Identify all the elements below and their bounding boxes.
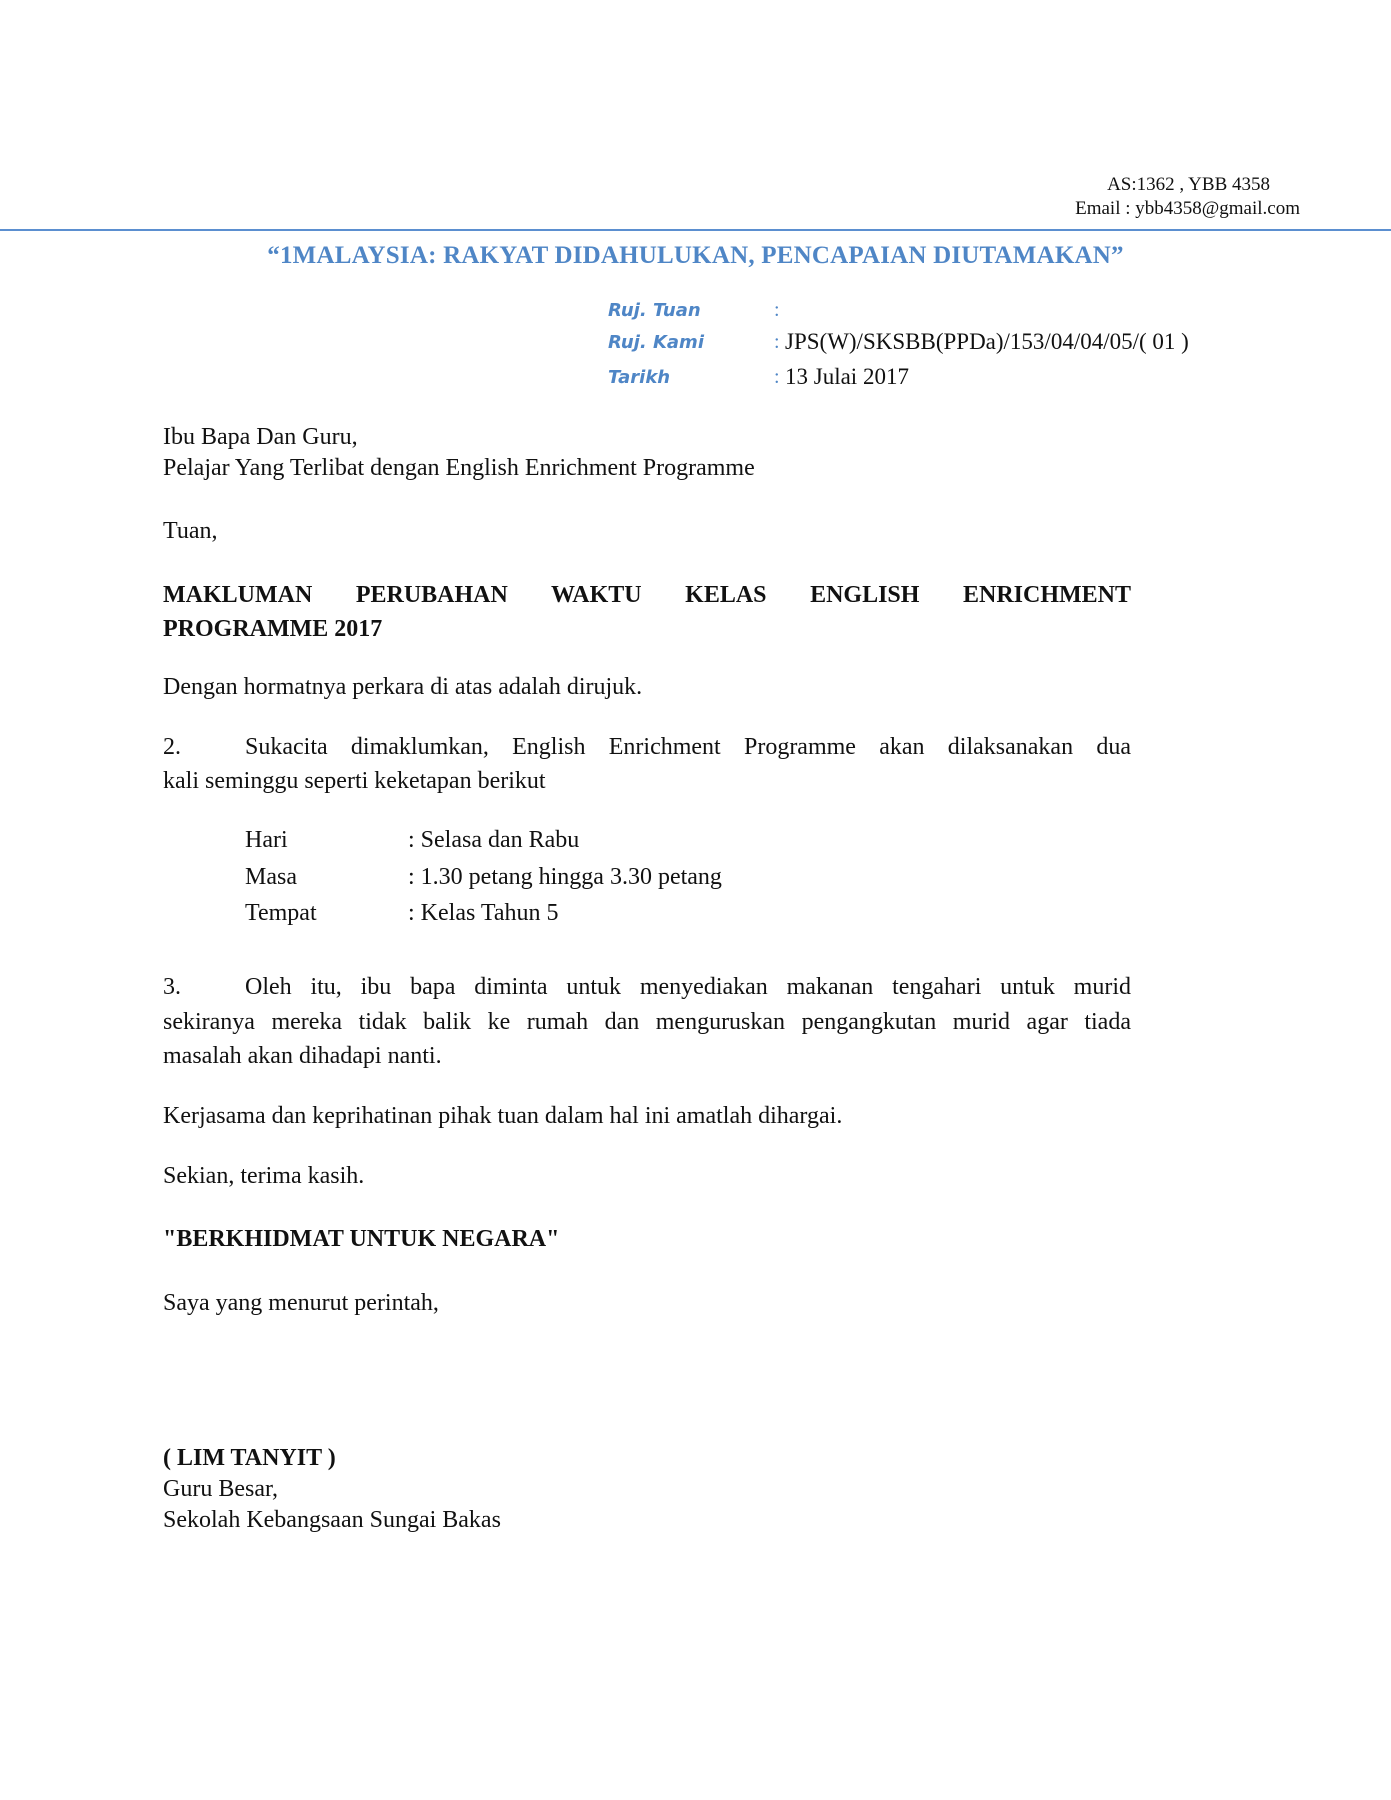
schedule-place-label: Tempat (245, 900, 317, 926)
ref-tuan-colon: : (774, 299, 780, 321)
subject-line-2: PROGRAMME 2017 (163, 616, 383, 642)
ref-tarikh-colon: : (774, 366, 780, 388)
letterhead-divider (0, 229, 1391, 231)
ref-kami-value: JPS(W)/SKSBB(PPDa)/153/04/04/05/( 01 ) (785, 329, 1189, 354)
paragraph-3-line-2: sekiranya mereka tidak balik ke rumah dan menguruskan pengangkutan murid agar tiada (163, 1009, 1131, 1035)
appreciation-paragraph: Kerjasama dan keprihatinan pihak tuan dalam hal ini amatlah dihargai. (163, 1103, 843, 1129)
paragraph-2-line-1: Sukacita dimaklumkan, English Enrichment Programme akan dilaksanakan dua (245, 734, 1131, 760)
letterhead-email: Email : ybb4358@gmail.com (1075, 198, 1300, 219)
paragraph-3-number: 3. (163, 974, 181, 1000)
schedule-time-label: Masa (245, 864, 297, 890)
schedule-day-label: Hari (245, 827, 288, 853)
ref-tarikh-value: 13 Julai 2017 (785, 364, 909, 389)
salutation: Tuan, (163, 518, 218, 544)
ref-tuan-label: Ruj. Tuan (608, 300, 701, 321)
slogan: "BERKHIDMAT UNTUK NEGARA" (163, 1226, 560, 1252)
intro-paragraph: Dengan hormatnya perkara di atas adalah dirujuk. (163, 674, 643, 700)
schedule-time-value: : 1.30 petang hingga 3.30 petang (408, 864, 722, 890)
ref-kami-colon: : (774, 331, 780, 353)
ref-tarikh-label: Tarikh (608, 367, 671, 388)
schedule-day-value: : Selasa dan Rabu (408, 827, 580, 853)
paragraph-2-line-2: kali seminggu seperti keketapan berikut (163, 768, 546, 794)
recipient-line-1: Ibu Bapa Dan Guru, (163, 424, 358, 450)
signatory-title: Guru Besar, (163, 1476, 279, 1502)
signatory-school: Sekolah Kebangsaan Sungai Bakas (163, 1507, 501, 1533)
sign-off: Saya yang menurut perintah, (163, 1290, 439, 1316)
recipient-line-2: Pelajar Yang Terlibat dengan English Enrichment Programme (163, 455, 755, 481)
signatory-name: ( LIM TANYIT ) (163, 1445, 336, 1471)
letterhead-code: AS:1362 , YBB 4358 (1107, 174, 1270, 195)
ref-kami-label: Ruj. Kami (608, 332, 704, 353)
schedule-place-value: : Kelas Tahun 5 (408, 900, 559, 926)
paragraph-2-number: 2. (163, 734, 181, 760)
paragraph-3-line-1: Oleh itu, ibu bapa diminta untuk menyediakan makanan tengahari untuk murid (245, 974, 1131, 1000)
paragraph-3-line-3: masalah akan dihadapi nanti. (163, 1043, 442, 1069)
motto: “1MALAYSIA: RAKYAT DIDAHULUKAN, PENCAPAIAN DIUTAMAKAN” (267, 242, 1124, 269)
subject-line-1: MAKLUMAN PERUBAHAN WAKTU KELAS ENGLISH ENRICHMENT (163, 582, 1131, 608)
closing-paragraph: Sekian, terima kasih. (163, 1163, 365, 1189)
